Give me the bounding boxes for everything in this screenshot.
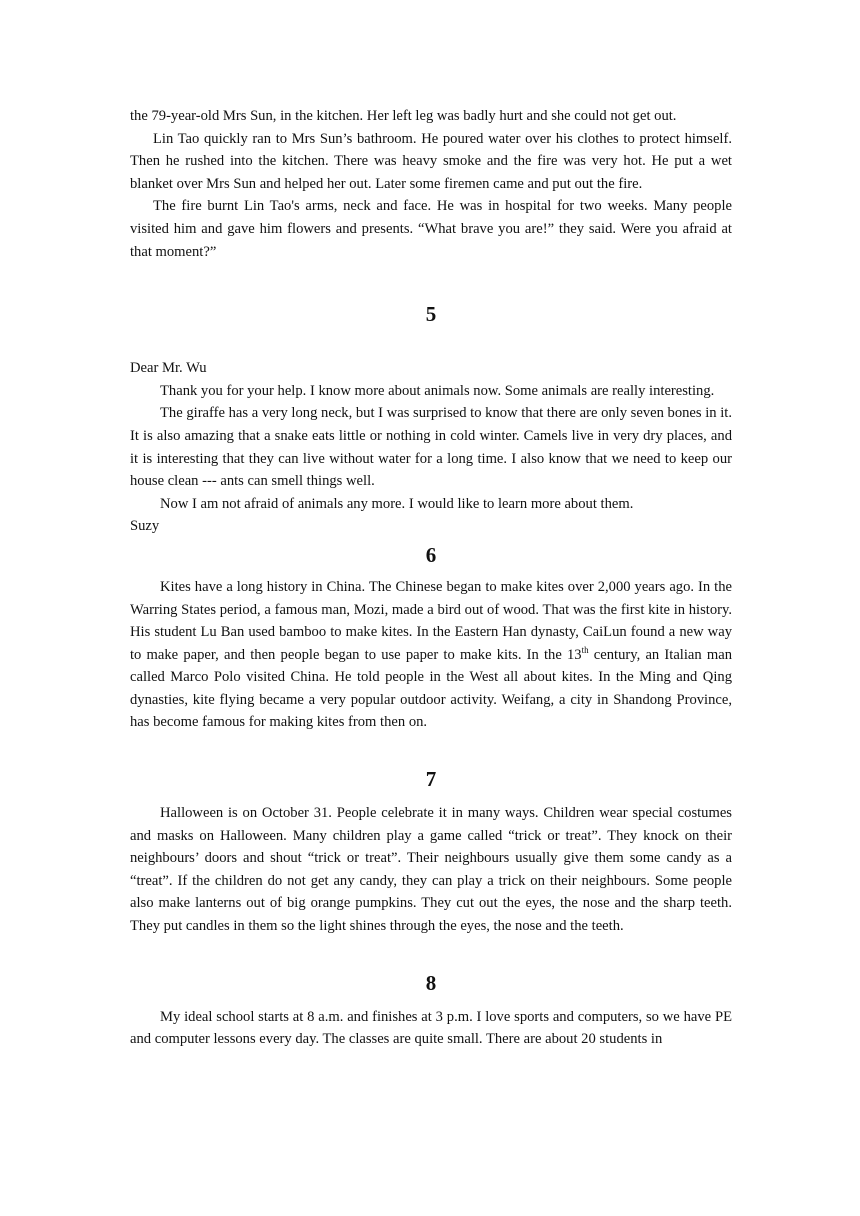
letter-paragraph-3: Now I am not afraid of animals any more. I would like to learn more about them. — [160, 495, 634, 512]
section-5-heading: 5 — [425, 302, 437, 327]
kites-paragraph — [130, 576, 732, 734]
kites-superscript: th — [581, 644, 589, 655]
story4-paragraph-3: The fire burnt Lin Tao's arms, neck and face. He was in hospital for two weeks. Many people visited him and gave him flowers and presents. “What brave you are!” they said. Were you afraid at that moment?” — [130, 198, 732, 260]
kites-text-before: Kites have a long history in China. The Chinese began to make kites over 2,000 years ago. In the Warring States period, a famous man, Mozi, made a bird out of wood. That was the first kite in history. His student Lu Ban used bamboo to make kites. In the Eastern Han dynasty, CaiLun found a new way to make paper, and then people began to use paper to make kits. In the 13 — [130, 578, 732, 663]
letter-signature: Suzy — [130, 518, 160, 535]
ideal-school-paragraph: My ideal school starts at 8 a.m. and finishes at 3 p.m. I love sports and computers, so we have PE and computer lessons every day. The classes are quite small. There are about 20 students in — [130, 1008, 732, 1048]
section-8-heading: 8 — [425, 970, 437, 995]
story4-paragraph-2: Lin Tao quickly ran to Mrs Sun’s bathroom. He poured water over his clothes to protect himself. Then he rushed into the kitchen. There was heavy smoke and the fire was very hot. He put a wet blanket over Mrs Sun and helped her out. Later some firemen came and put out the fire. — [130, 130, 732, 192]
letter-paragraph-1: Thank you for your help. I know more about animals now. Some animals are really interesting. — [160, 382, 715, 399]
story4-paragraph-1: the 79-year-old Mrs Sun, in the kitchen. Her left leg was badly hurt and she could not get out. — [130, 108, 677, 124]
kites-text-after: century, an Italian man called Marco Polo visited China. He told people in the West all about kites. In the Ming and Qing dynasties, kite flying became a very popular outdoor activity. Weifang, a city in Shandong Province, has become famous for making kites from then on. — [130, 646, 732, 731]
halloween-paragraph: Halloween is on October 31. People celebrate it in many ways. Children wear special costumes and masks on Halloween. Many children play a game called “trick or treat”. They knock on their neighbours’ doors and shout “trick or treat”. Their neighbours usually give them some candy as a “treat”. If the children do not get any candy, they can play a trick on their neighbours. Some people also make lanterns out of big orange pumpkins. They cut out the eyes, the nose and the sharp teeth. They put candles in them so the light shines through the eyes, the nose and the teeth. — [130, 805, 732, 935]
letter-salutation: Dear Mr. Wu — [130, 360, 207, 377]
section-7-heading: 7 — [425, 767, 437, 792]
section-6-heading: 6 — [425, 542, 437, 567]
letter-paragraph-2: The giraffe has a very long neck, but I was surprised to know that there are only seven bones in it. It is also amazing that a snake eats little or nothing in cold winter. Camels live in very dry places, and it is interesting that they can live without water for a long time. I also know that we need to keep our house clean --- ants can smell things well. — [130, 405, 732, 490]
document-page — [130, 105, 732, 1051]
